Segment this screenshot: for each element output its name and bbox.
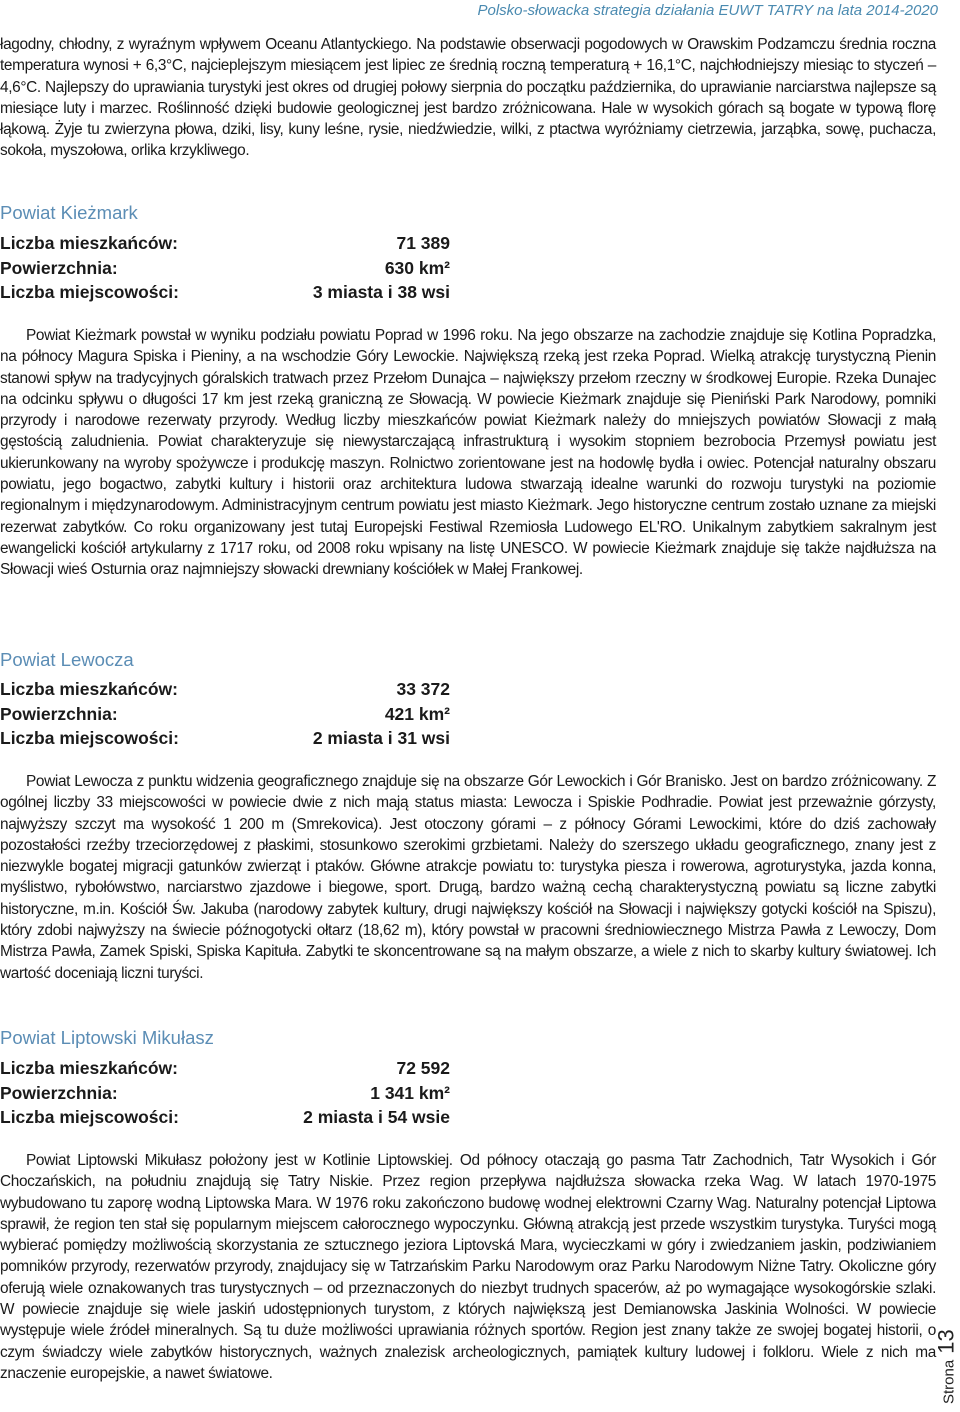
section-title-kiezmark: Powiat Kieżmark — [0, 202, 138, 223]
stat-row-area — [0, 256, 450, 281]
stats-table-lewocza — [0, 677, 450, 751]
stat-value: 2 miasta i 31 wsi — [312, 728, 450, 748]
stat-value: 2 miasta i 54 wsie — [303, 1107, 450, 1127]
stat-row-area — [0, 1081, 450, 1106]
stat-value: 1 341 km² — [370, 1082, 450, 1103]
stat-row-localities — [0, 1105, 450, 1130]
stat-label: Powierzchnia: — [0, 703, 118, 724]
stat-label: Powierzchnia: — [0, 257, 118, 278]
section-title-lewocza: Powiat Lewocza — [0, 649, 134, 670]
stat-label: Liczba miejscowości: — [0, 728, 179, 748]
stat-label: Liczba mieszkańców: — [0, 679, 178, 699]
page-number — [934, 1329, 960, 1404]
stat-row-localities — [0, 280, 450, 305]
stat-label: Liczba miejscowości: — [0, 1107, 179, 1127]
stat-label: Powierzchnia: — [0, 1082, 118, 1103]
page-label: Strona — [941, 1359, 958, 1404]
stat-value: 71 389 — [396, 233, 450, 253]
page-number-value: 13 — [934, 1329, 959, 1354]
stat-value: 33 372 — [396, 679, 450, 699]
intro-paragraph: łagodny, chłodny, z wyraźnym wpływem Oceanu Atlantyckiego. Na podstawie obserwacji pogodowych w Orawskim Podzamczu średnia roczna temperatura wynosi + 6,3°C, najcieplejszym miesiącem jest lipiec ze średnią roczną temperaturą + 16,1°C, najchłodniejszy miesiąc to styczeń – 4,6°C. Najlepszy do uprawiania turystyki jest okres od drugiej połowy sierpnia do początku października, do uprawianie narciarstwa najlepsze są miesiące luty i marzec. Roślinność dzięki budowie geologicznej jest bardzo zróżnicowana. Hale w wysokich górach są bogate w typową florę łąkową. Żyje tu zwierzyna płowa, dziki, lisy, kuny leśne, rysie, niedźwiedzie, wilki, z ptactwa wyróżniamy cietrzewia, jarząbka, sowę, puchacza, sokoła, myszołowa, orlika krzykliwego. — [0, 36, 936, 160]
stat-row-population — [0, 231, 450, 256]
stat-row-population — [0, 677, 450, 702]
stat-value: 421 km² — [384, 703, 450, 724]
document-header: Polsko-słowacka strategia działania EUWT TATRY na lata 2014-2020 — [477, 2, 938, 19]
stats-table-kiezmark — [0, 231, 450, 305]
stat-label: Liczba miejscowości: — [0, 282, 179, 302]
stat-label: Liczba mieszkańców: — [0, 233, 178, 253]
stat-value: 72 592 — [396, 1058, 450, 1078]
stat-value: 3 miasta i 38 wsi — [312, 282, 450, 302]
stat-row-population — [0, 1056, 450, 1081]
section-text-lewocza: Powiat Lewocza z punktu widzenia geograficznego znajduje się na obszarze Gór Lewockich i Gór Branisko. Jest on bardzo zróżnicowany. Z ogólnej liczby 33 miejscowości w powiecie dwie z nich mają status miasta: Lewocza i Spiskie Podhradie. Powiat jest przeważnie górzysty, najwyższy szczyt ma wysokość 1 200 m (Smrekovica). Jest otoczony górami – z północy Górami Lewockimi, które do dziś zachowały pozostałości rzeźby trzeciorzędowej z płaskimi, stosunkowo szerokimi grzbietami. Należy do szerszego układu geograficznego, znany jest z niezwykle bogatej migracji gatunków zwierząt i ptaków. Główne atrakcje powiatu to: turystyka piesza i rowerowa, agroturystyka, jazda konna, myślistwo, rybołówstwo, narciarstwo zjazdowe i biegowe, sport. Drugą, bardzo ważną cechą charakterystyczną powiatu są liczne zabytki historyczne, m.in. Kościół Św. Jakuba (narodowy zabytek kultury, drugi największy kościół na Słowacji i największy gotycki kościół na Spiszu), który zdobi najwyższy na świecie późnogotycki ołtarz (18,62 m), który powstał w pracowni średniowiecznego Mistrza Pawła z Lewoczy, Dom Mistrza Pawła, Zamek Spiski, Spiska Kapituła. Zabytki te skoncentrowane są na małym obszarze, a wiele z nich to skarby kultury światowej. Ich wartość doceniają liczni turyści. — [0, 773, 936, 982]
stats-table-liptowski-mikulasz — [0, 1056, 450, 1130]
stat-row-localities — [0, 726, 450, 751]
section-title-liptowski-mikulasz: Powiat Liptowski Mikułasz — [0, 1027, 214, 1048]
section-text-liptowski-mikulasz: Powiat Liptowski Mikułasz położony jest w Kotlinie Liptowskiej. Od północy otaczają go pasma Tatr Zachodnich, Tatr Wysokich i Gór Choczańskich, na południu znajdują się Tatry Niskie. Przez region przepływa najdłuższa słowacka rzeka Wag. W latach 1970-1975 wybudowano tu zaporę wodną Liptowska Mara. W 1976 roku zakończono budowę wodnej elektrowni Czarny Wag. Naturalny potencjał Liptowa sprawił, że region ten stał się popularnym miejscem całorocznego wypoczynku. Główną atrakcją jest przede wszystkim turystyka. Turyści mogą wybierać pomiędzy możliwością skorzystania ze sztucznego jeziora Liptovská Mara, wycieczkami w góry i zwiedzaniem jaskin, podziwianiem pomników przyrody, rezerwatów przyrody, znajdujacy się w Tatrzańskim Parku Narodowym oraz Parku Narodowym Niżne Tatry. Okoliczne góry oferują wiele oznakowanych tras turystycznych – od przeznaczonych do niezbyt trudnych spacerów, aż po wymagające wysokogórskie szlaki. W powiecie znajduje się wiele jaskiń udostępnionych turystom, z których największą jest Demianowska Jaskinia Wolności. W powiecie występuje wiele źródeł mineralnych. Są tu duże możliwości uprawiania różnych sportów. Region jest znany także ze swojej bogatej historii, o czym świadczy wiele zabytków historycznych, ważnych znalezisk archeologicznych, pamiątek kultury ludowej i folkloru. Wiele z nich ma znaczenie europejskie, a nawet światowe. — [0, 1152, 936, 1382]
stat-label: Liczba mieszkańców: — [0, 1058, 178, 1078]
section-text-kiezmark: Powiat Kieżmark powstał w wyniku podziału powiatu Poprad w 1996 roku. Na jego obszarze na zachodzie znajduje się Kotlina Popradzka, na północy Magura Spiska i Pieniny, a na wschodzie Góry Lewockie. Największą rzeką jest rzeka Poprad. Wielką atrakcję turystyczną Pienin stanowi spływ na tradycyjnych góralskich tratwach przez Przełom Dunajca – największy przełom rzeczny w środkowej Europie. Rzeka Dunajec na odcinku spływu o długości 17 km jest rzeką graniczną ze Słowacją. W powiecie Kieżmark znajduje się Pieniński Park Narodowy, pomniki przyrody i narodowe rezerwaty przyrody. Według liczby mieszkańców powiat Kieżmark należy do mniejszych powiatów Słowacji z małą gęstością zaludnienia. Powiat charakteryzuje się niewystarczającą infrastrukturą i wysokim stopniem bezrobocia Przemysł powiatu jest ukierunkowany na wyroby spożywcze i produkcję maszyn. Rolnictwo zorientowane jest na hodowlę bydła i owiec. Potencjał naturalny obszaru powiatu, jego bogactwo, zabytki kultury i historii oraz architektura ludowa stwarzają idealne warunki do rozwoju turystyki na poziomie regionalnym i międzynarodowym. Administracyjnym centrum powiatu jest miasto Kieżmark. Jego historyczne centrum zostało uznane za miejski rezerwat zabytków. Co roku organizowany jest tutaj Europejski Festiwal Rzemiosła Ludowego EL'RO. Unikalnym zabytkiem sakralnym jest ewangelicki kościół artykularny z 1717 roku, od 2008 roku wpisany na listę UNESCO. W powiecie Kieżmark znajduje się także najdłuższa na Słowacji wieś Osturnia oraz najmniejszy słowacki drewniany kościółek w Małej Frankowej. — [0, 327, 936, 579]
stat-value: 630 km² — [384, 257, 450, 278]
stat-row-area — [0, 702, 450, 727]
